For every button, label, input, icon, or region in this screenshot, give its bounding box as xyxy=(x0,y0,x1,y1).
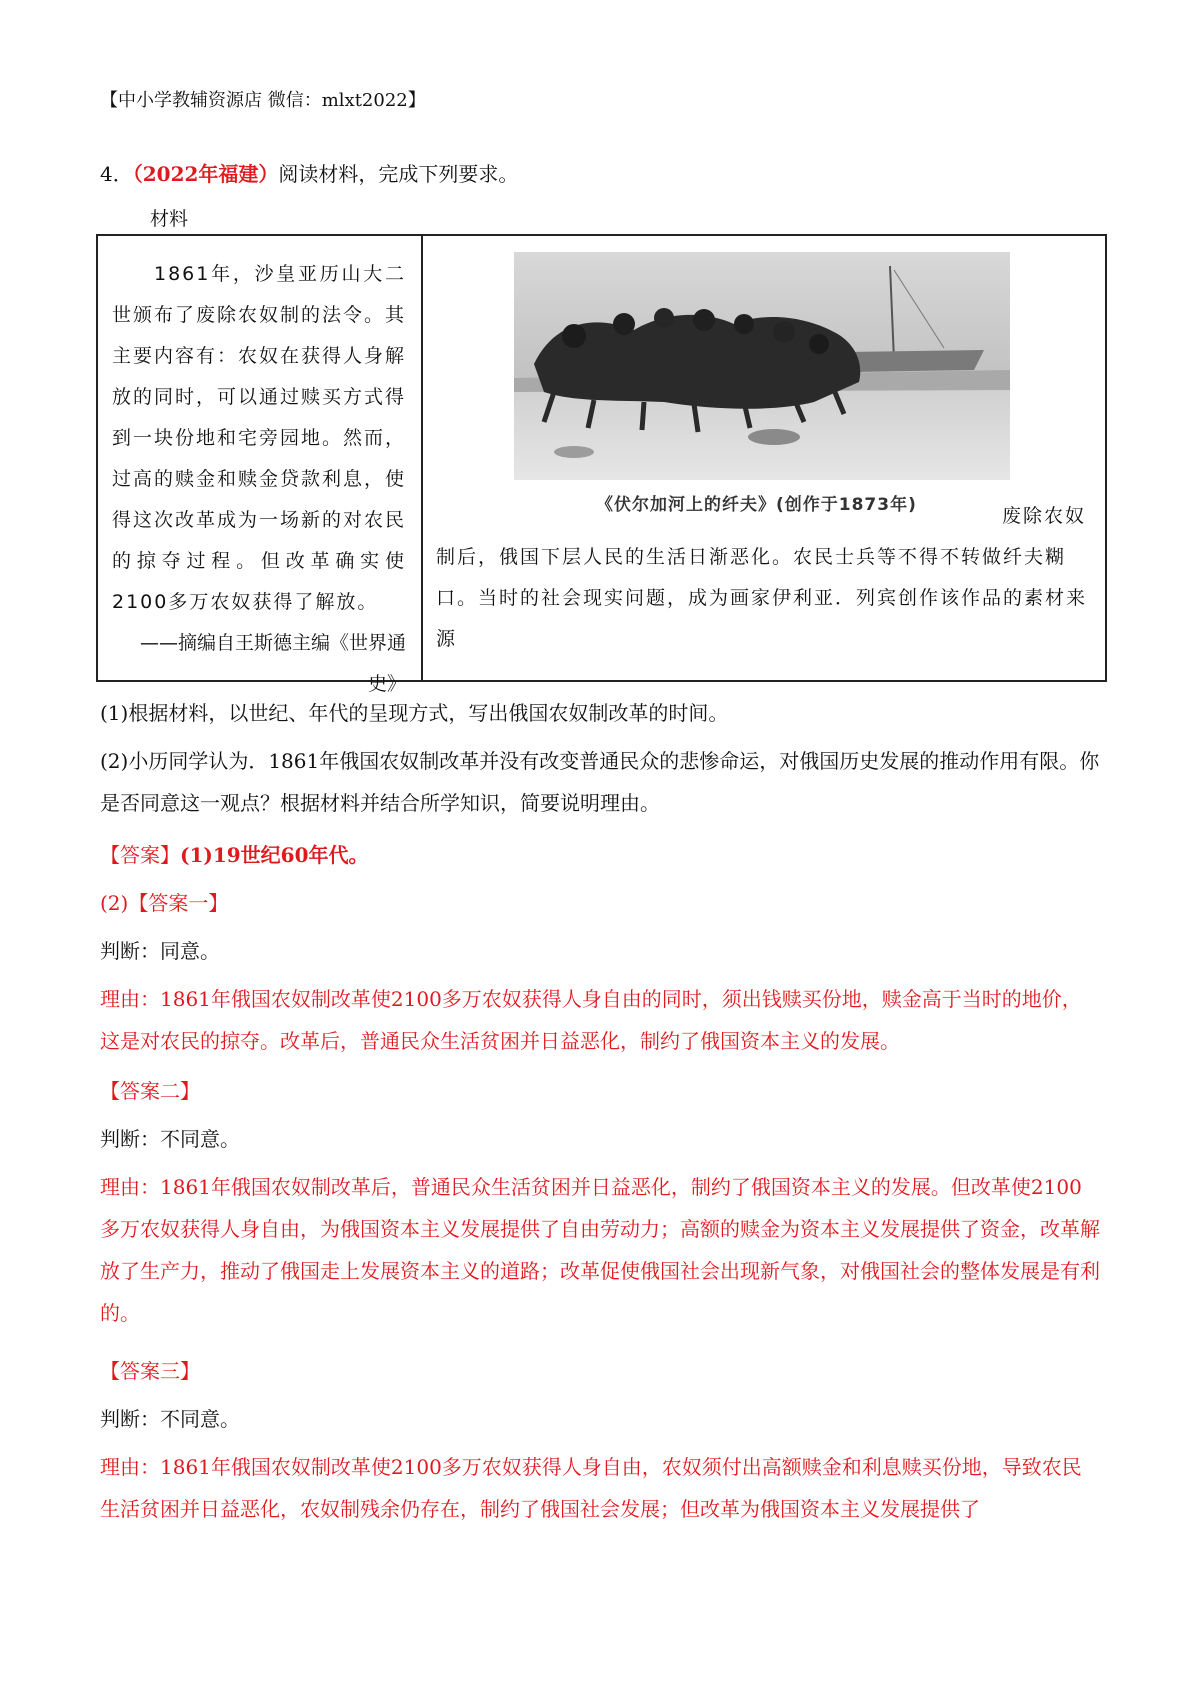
material-label: 材料 xyxy=(150,208,189,230)
material-right-lead: 废除农奴 xyxy=(1001,505,1086,527)
material-left-cell xyxy=(112,254,406,705)
painting-figure xyxy=(514,252,1010,524)
sub-question-1: (1)根据材料，以世纪、年代的呈现方式，写出俄国农奴制改革的时间。 xyxy=(100,701,729,725)
answer2-label: 【答案二】 xyxy=(100,1079,200,1103)
sub-question-2: (2)小历同学认为．1861年俄国农奴制改革并没有改变普通民众的悲惨命运，对俄国历史发展的推动作用有限。你是否同意这一观点？根据材料并结合所学知识，简要说明理由。 xyxy=(100,749,1100,815)
answer-label: 【答案】 xyxy=(100,843,180,867)
material-left-text: 1861年，沙皇亚历山大二世颁布了废除农奴制的法令。其主要内容有：农奴在获得人身解放的同时，可以通过赎买方式得到一块份地和宅旁园地。然而，过高的赎金和赎金贷款利息，使得这次改革成为一场新的对农民的掠夺过程。但改革确实使2100多万农奴获得了解放。 xyxy=(112,263,407,613)
answer3-judgment: 判断：不同意。 xyxy=(100,1407,240,1431)
material-citation: ——摘编自王斯德主编《世界通史》 xyxy=(139,632,406,695)
question-source: （2022年福建） xyxy=(132,162,279,186)
table-divider xyxy=(421,236,423,680)
answer2-reason: 理由：1861年俄国农奴制改革后，普通民众生活贫困并日益恶化，制约了俄国资本主义的发展。但改革使2100多万农奴获得人身自由，为俄国资本主义发展提供了自由劳动力；高额的赎金为资本主义发展提供了资金，改革解放了生产力，推动了俄国走上发展资本主义的道路；改革促使俄国社会出现新气象，对俄国社会的整体发展是有利的。 xyxy=(100,1175,1100,1325)
question-line xyxy=(100,158,518,187)
answer3-reason: 理由：1861年俄国农奴制改革使2100多万农奴获得人身自由，农奴须付出高额赎金和利息赎买份地，导致农民生活贫困并日益恶化，农奴制残余仍存在，制约了俄国社会发展；但改革为俄国资本主义发展提供了 xyxy=(100,1455,1082,1521)
answer1-reason: 理由：1861年俄国农奴制改革使2100多万农奴获得人身自由的同时，须出钱赎买份地，赎金高于当时的地价，这是对农民的掠夺。改革后，普通民众生活贫困并日益恶化，制约了俄国资本主义的发展。 xyxy=(100,987,1082,1053)
question-prompt: 阅读材料，完成下列要求。 xyxy=(278,162,519,186)
material-right-text xyxy=(436,496,1092,660)
page-header: 【中小学教辅资源店 微信：mlxt2022】 xyxy=(100,90,426,111)
answer2-judgment: 判断：不同意。 xyxy=(100,1127,240,1151)
material-table xyxy=(96,234,1107,695)
material-right-body: 制后，俄国下层人民的生活日渐恶化。农民士兵等不得不转做纤夫糊口。当时的社会现实问题，成为画家伊利亚．列宾创作该作品的素材来源 xyxy=(436,546,1088,650)
answer-part-1 xyxy=(100,834,1100,876)
question-number: 4． xyxy=(100,162,133,186)
painting-caption: 《伏尔加河上的纤夫》(创作于1873年) xyxy=(596,495,917,515)
answer-part1-text: (1)19世纪60年代。 xyxy=(180,843,369,867)
answer1-judgment: 判断：同意。 xyxy=(100,939,220,963)
answer-part2-label: (2)【答案一】 xyxy=(100,891,229,915)
answer3-label: 【答案三】 xyxy=(100,1359,200,1383)
painting-image xyxy=(514,252,1010,480)
